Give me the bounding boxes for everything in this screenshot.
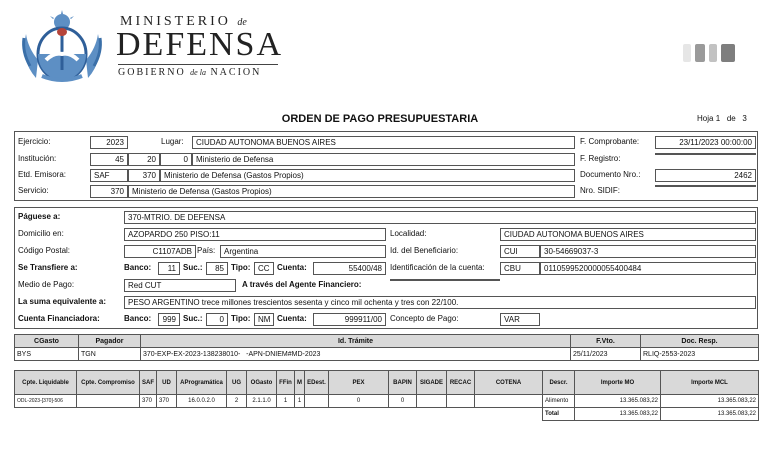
cell-cpte-compromiso [77, 395, 140, 408]
sidif-field [655, 185, 756, 187]
cf-tipo-label: Tipo: [231, 314, 251, 323]
sidif-label: Nro. SIDIF: [580, 186, 621, 195]
servicio-label: Servicio: [18, 186, 49, 195]
col-bapin: BAPIN [389, 371, 417, 395]
f-registro-field [655, 153, 756, 155]
lugar-label: Lugar: [161, 137, 184, 146]
domicilio-label: Domicilio en: [18, 229, 64, 238]
cuenta-financiadora-label: Cuenta Financiadora: [18, 314, 100, 323]
cuenta-label: Cuenta: [277, 263, 307, 272]
documento-label: Documento Nro.: [580, 170, 641, 179]
etd-code-field: 370 [128, 169, 160, 182]
cell-importe-mcl: 13.365.083,22 [661, 395, 759, 408]
agente-financiero-label: A través del Agente Financiero: [242, 280, 362, 289]
col-m: M [295, 371, 305, 395]
institucion-code-3: 0 [160, 153, 192, 166]
id-cuenta-type-field: CBU [500, 262, 540, 275]
suc-label: Suc.: [183, 263, 203, 272]
pais-label: País: [197, 246, 216, 255]
ministry-top-text: MINISTERIO de [120, 14, 247, 29]
cell-cotena [475, 395, 543, 408]
government-text: GOBIERNO de la NACION [118, 67, 262, 78]
servicio-name-field: Ministerio de Defensa (Gastos Propios) [128, 185, 575, 198]
col-cotena: COTENA [475, 371, 543, 395]
id-type-field: CUI [500, 245, 540, 258]
cell-bapin: 0 [389, 395, 417, 408]
etd-name-field: Ministerio de Defensa (Gastos Propios) [160, 169, 575, 182]
cell-pex: 0 [329, 395, 389, 408]
col-aprogramatica: AProgramática [177, 371, 227, 395]
localidad-label: Localidad: [390, 229, 427, 238]
cell-pagador: TGN [79, 348, 141, 361]
cell-descr: Alimento [543, 395, 575, 408]
col-id-tramite: Id. Trámite [141, 335, 571, 348]
col-f-vto: F.Vto. [571, 335, 641, 348]
col-cgasto: CGasto [15, 335, 79, 348]
cell-m: 1 [295, 395, 305, 408]
cell-aprogramatica: 16.0.0.2.0 [177, 395, 227, 408]
institucion-name-field: Ministerio de Defensa [192, 153, 575, 166]
cf-banco-field: 999 [158, 313, 180, 326]
tipo-label: Tipo: [231, 263, 251, 272]
col-edest: EDest. [305, 371, 329, 395]
id-beneficiario-label: Id. del Beneficiario: [390, 246, 459, 255]
header-divider [118, 64, 278, 65]
col-importe-mo: Importe MO [575, 371, 661, 395]
codigo-postal-field: C1107ADB [124, 245, 196, 258]
banco-field: 11 [158, 262, 180, 275]
tramite-header-row [15, 335, 759, 348]
cf-tipo-field: NM [254, 313, 274, 326]
cell-ud: 370 [157, 395, 177, 408]
ministry-main-text: DEFENSA [116, 26, 284, 63]
cell-doc-resp: RLIQ-2553-2023 [641, 348, 759, 361]
col-importe-mcl: Importe MCL [661, 371, 759, 395]
cell-edest [305, 395, 329, 408]
cell-saf: 370 [140, 395, 157, 408]
col-ogasto: OGasto [247, 371, 277, 395]
tramite-table [14, 334, 759, 361]
document-title: ORDEN DE PAGO PRESUPUESTARIA [281, 113, 479, 125]
medio-pago-field: Red CUT [124, 279, 236, 292]
col-pagador: Pagador [79, 335, 141, 348]
institucion-code-1: 45 [90, 153, 128, 166]
col-descr: Descr. [543, 371, 575, 395]
cell-f-vto: 25/11/2023 [571, 348, 641, 361]
total-importe-mcl: 13.365.083,22 [661, 408, 759, 421]
banco-label: Banco: [124, 263, 152, 272]
col-cpte-liquidable: Cpte. Liquidable [15, 371, 77, 395]
cf-suc-label: Suc.: [183, 314, 203, 323]
cf-cuenta-field: 999911/00 [313, 313, 386, 326]
cell-importe-mo: 13.365.083,22 [575, 395, 661, 408]
total-row [15, 408, 759, 421]
coat-of-arms-icon [16, 8, 108, 84]
table-row [15, 395, 759, 408]
f-comprobante-label: F. Comprobante: [580, 137, 640, 146]
tipo-field: CC [254, 262, 274, 275]
pais-field: Argentina [220, 245, 386, 258]
concepto-label: Concepto de Pago: [390, 314, 459, 323]
table-row [15, 348, 759, 361]
col-saf: SAF [140, 371, 157, 395]
suma-field: PESO ARGENTINO trece millones trescientos sesenta y cinco mil ochenta y tres con 22/100. [124, 296, 756, 309]
cf-banco-label: Banco: [124, 314, 152, 323]
ejercicio-label: Ejercicio: [18, 137, 51, 146]
etd-type-field: SAF [90, 169, 128, 182]
col-ug: UG [227, 371, 247, 395]
cuenta-field: 55400/48 [313, 262, 386, 275]
col-sigade: SIGADE [417, 371, 447, 395]
total-importe-mo: 13.365.083,22 [575, 408, 661, 421]
cell-id-tramite: 370-EXP-EX-2023-138238010- -APN-DNIEM#MD-2023 [141, 348, 571, 361]
codigo-postal-label: Código Postal: [18, 246, 71, 255]
cell-cpte-liquidable: ODL-2023-[370]-506 [15, 395, 77, 408]
cell-cgasto: BYS [15, 348, 79, 361]
etd-emisora-label: Etd. Emisora: [18, 170, 67, 179]
col-cpte-compromiso: Cpte. Compromiso [77, 371, 140, 395]
page-indicator: Hoja 1 de 3 [697, 114, 747, 123]
imputacion-table [14, 370, 759, 421]
id-value-field: 30-54669037-3 [540, 245, 756, 258]
total-label: Total [543, 408, 575, 421]
cell-ogasto: 2.1.1.0 [247, 395, 277, 408]
medio-pago-label: Medio de Pago: [18, 280, 75, 289]
col-recac: RECAC [447, 371, 475, 395]
col-pex: PEX [329, 371, 389, 395]
cf-cuenta-label: Cuenta: [277, 314, 307, 323]
servicio-code-field: 370 [90, 185, 128, 198]
localidad-field: CIUDAD AUTONOMA BUENOS AIRES [500, 228, 756, 241]
agente-financiero-field [390, 279, 500, 281]
f-comprobante-field: 23/11/2023 00:00:00 [655, 136, 756, 149]
documento-field: 2462 [655, 169, 756, 182]
concepto-field: VAR [500, 313, 540, 326]
id-cuenta-label: Identificación de la cuenta: [390, 263, 485, 272]
cell-ffin: 1 [277, 395, 295, 408]
transfiere-label: Se Transfiere a: [18, 263, 78, 272]
col-doc-resp: Doc. Resp. [641, 335, 759, 348]
id-cuenta-field: 0110599520000055400484 [540, 262, 756, 275]
paguese-label: Páguese a: [18, 212, 61, 221]
institucion-label: Institución: [18, 154, 57, 163]
imputacion-header-row [15, 371, 759, 395]
ejercicio-field: 2023 [90, 136, 128, 149]
cell-ug: 2 [227, 395, 247, 408]
cell-recac [447, 395, 475, 408]
suma-label: La suma equivalente a: [18, 297, 107, 306]
domicilio-field: AZOPARDO 250 PISO:11 [124, 228, 386, 241]
paguese-field: 370-MTRIO. DE DEFENSA [124, 211, 756, 224]
cf-suc-field: 0 [206, 313, 228, 326]
institucion-code-2: 20 [128, 153, 160, 166]
lugar-field: CIUDAD AUTONOMA BUENOS AIRES [192, 136, 575, 149]
cell-sigade [417, 395, 447, 408]
suc-field: 85 [206, 262, 228, 275]
f-registro-label: F. Registro: [580, 154, 621, 163]
col-ffin: FFin [277, 371, 295, 395]
col-ud: UD [157, 371, 177, 395]
